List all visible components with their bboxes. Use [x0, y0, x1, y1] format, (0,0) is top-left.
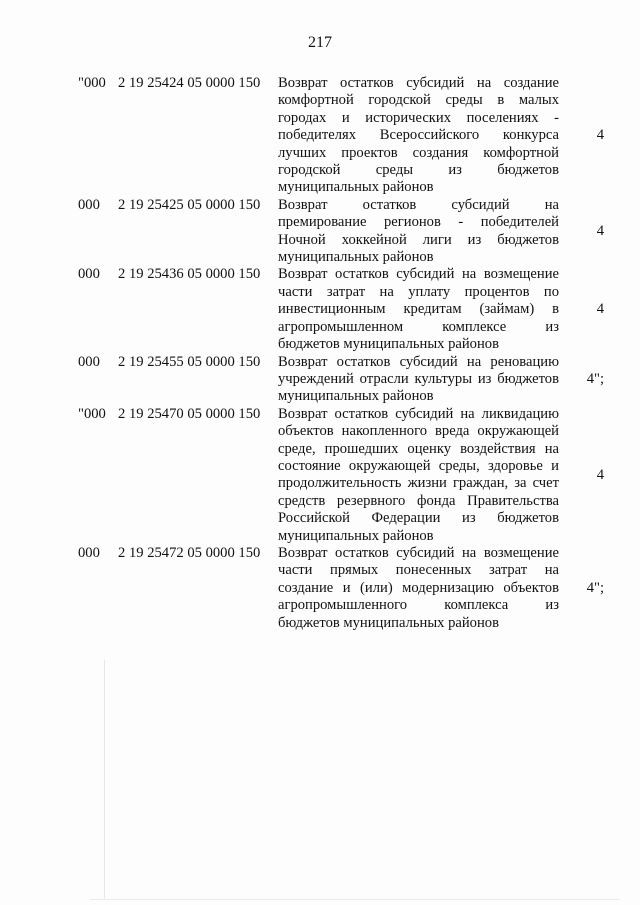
name-line: Возврат остатков субсидий на ликвидацию: [278, 405, 559, 422]
name-line: бюджетов муниципальных районов: [278, 614, 499, 631]
name-line: бюджетов муниципальных районов: [278, 336, 499, 353]
name-line: агропромышленном комплексе из: [278, 318, 559, 335]
name-line: городской среды из бюджетов: [278, 162, 559, 179]
name-line: состояние окружающей среды, здоровье и: [278, 457, 559, 474]
name-line: победителях Всероссийского конкурса: [278, 127, 559, 144]
name-line: муниципальных районов: [278, 527, 434, 544]
budget-classification-code: 2 19 25470 05 0000 150: [118, 405, 261, 422]
income-name: [278, 354, 559, 406]
name-line: премирование регионов - победителей: [278, 214, 559, 231]
scan-edge-mark: [104, 660, 105, 900]
income-name: [278, 266, 559, 353]
standard-value: 4";: [586, 370, 604, 387]
standard-value: 4: [596, 127, 604, 144]
name-line: Российской Федерации из бюджетов: [278, 510, 559, 527]
admin-code: "000: [78, 75, 106, 91]
standard-value: 4: [596, 301, 604, 318]
name-line: части затрат на уплату процентов по: [278, 283, 559, 300]
name-line: муниципальных районов: [278, 179, 434, 196]
page-number: 217: [308, 34, 332, 51]
standard-value: 4: [596, 466, 604, 483]
budget-classification-code: 2 19 25424 05 0000 150: [118, 75, 261, 91]
table-row: [78, 266, 608, 353]
name-line: продолжительность жизни граждан, за счет: [278, 475, 559, 492]
name-line: агропромышленного комплекса из: [278, 597, 559, 614]
name-line: учреждений отрасли культуры из бюджетов: [278, 370, 559, 387]
name-line: Возврат остатков субсидий на создание: [278, 75, 559, 91]
table-row: [78, 197, 608, 267]
table-row: [78, 545, 608, 632]
name-line: инвестиционным кредитам (займам) в: [278, 301, 559, 318]
budget-classification-code: 2 19 25425 05 0000 150: [118, 196, 261, 213]
name-line: лучших проектов создания комфортной: [278, 144, 559, 161]
name-line: Возврат остатков субсидий на реновацию: [278, 353, 559, 370]
name-line: городах и исторических поселениях -: [278, 109, 559, 126]
admin-code: 000: [78, 544, 100, 561]
standard-value: 4";: [586, 579, 604, 596]
name-line: муниципальных районов: [278, 388, 434, 405]
admin-code: 000: [78, 353, 100, 370]
budget-classification-code: 2 19 25436 05 0000 150: [118, 266, 261, 283]
name-line: среде, прошедших оценку воздействия на: [278, 440, 559, 457]
name-line: Ночной хоккейной лиги из бюджетов: [278, 231, 559, 248]
standard-value: 4: [596, 222, 604, 239]
name-line: части прямых понесенных затрат на: [278, 562, 559, 579]
admin-code: 000: [78, 266, 100, 283]
budget-classification-code: 2 19 25472 05 0000 150: [118, 544, 261, 561]
table-row: [78, 75, 608, 197]
income-name: [278, 406, 559, 545]
admin-code: "000: [78, 405, 106, 422]
name-line: муниципальных районов: [278, 249, 434, 266]
budget-classification-code: 2 19 25455 05 0000 150: [118, 353, 261, 370]
name-line: создание и (или) модернизацию объектов: [278, 579, 559, 596]
budget-codes-table: [78, 75, 608, 632]
scan-edge-mark: [90, 899, 620, 900]
name-line: Возврат остатков субсидий на: [278, 196, 559, 213]
name-line: средств резервного фонда Правительства: [278, 492, 559, 509]
table-row: [78, 354, 608, 406]
name-line: объектов накопленного вреда окружающей: [278, 423, 559, 440]
income-name: [278, 75, 559, 197]
name-line: Возврат остатков субсидий на возмещение: [278, 266, 559, 283]
table-row: [78, 406, 608, 545]
income-name: [278, 545, 559, 632]
name-line: Возврат остатков субсидий на возмещение: [278, 544, 559, 561]
name-line: комфортной городской среды в малых: [278, 92, 559, 109]
admin-code: 000: [78, 196, 100, 213]
income-name: [278, 197, 559, 267]
